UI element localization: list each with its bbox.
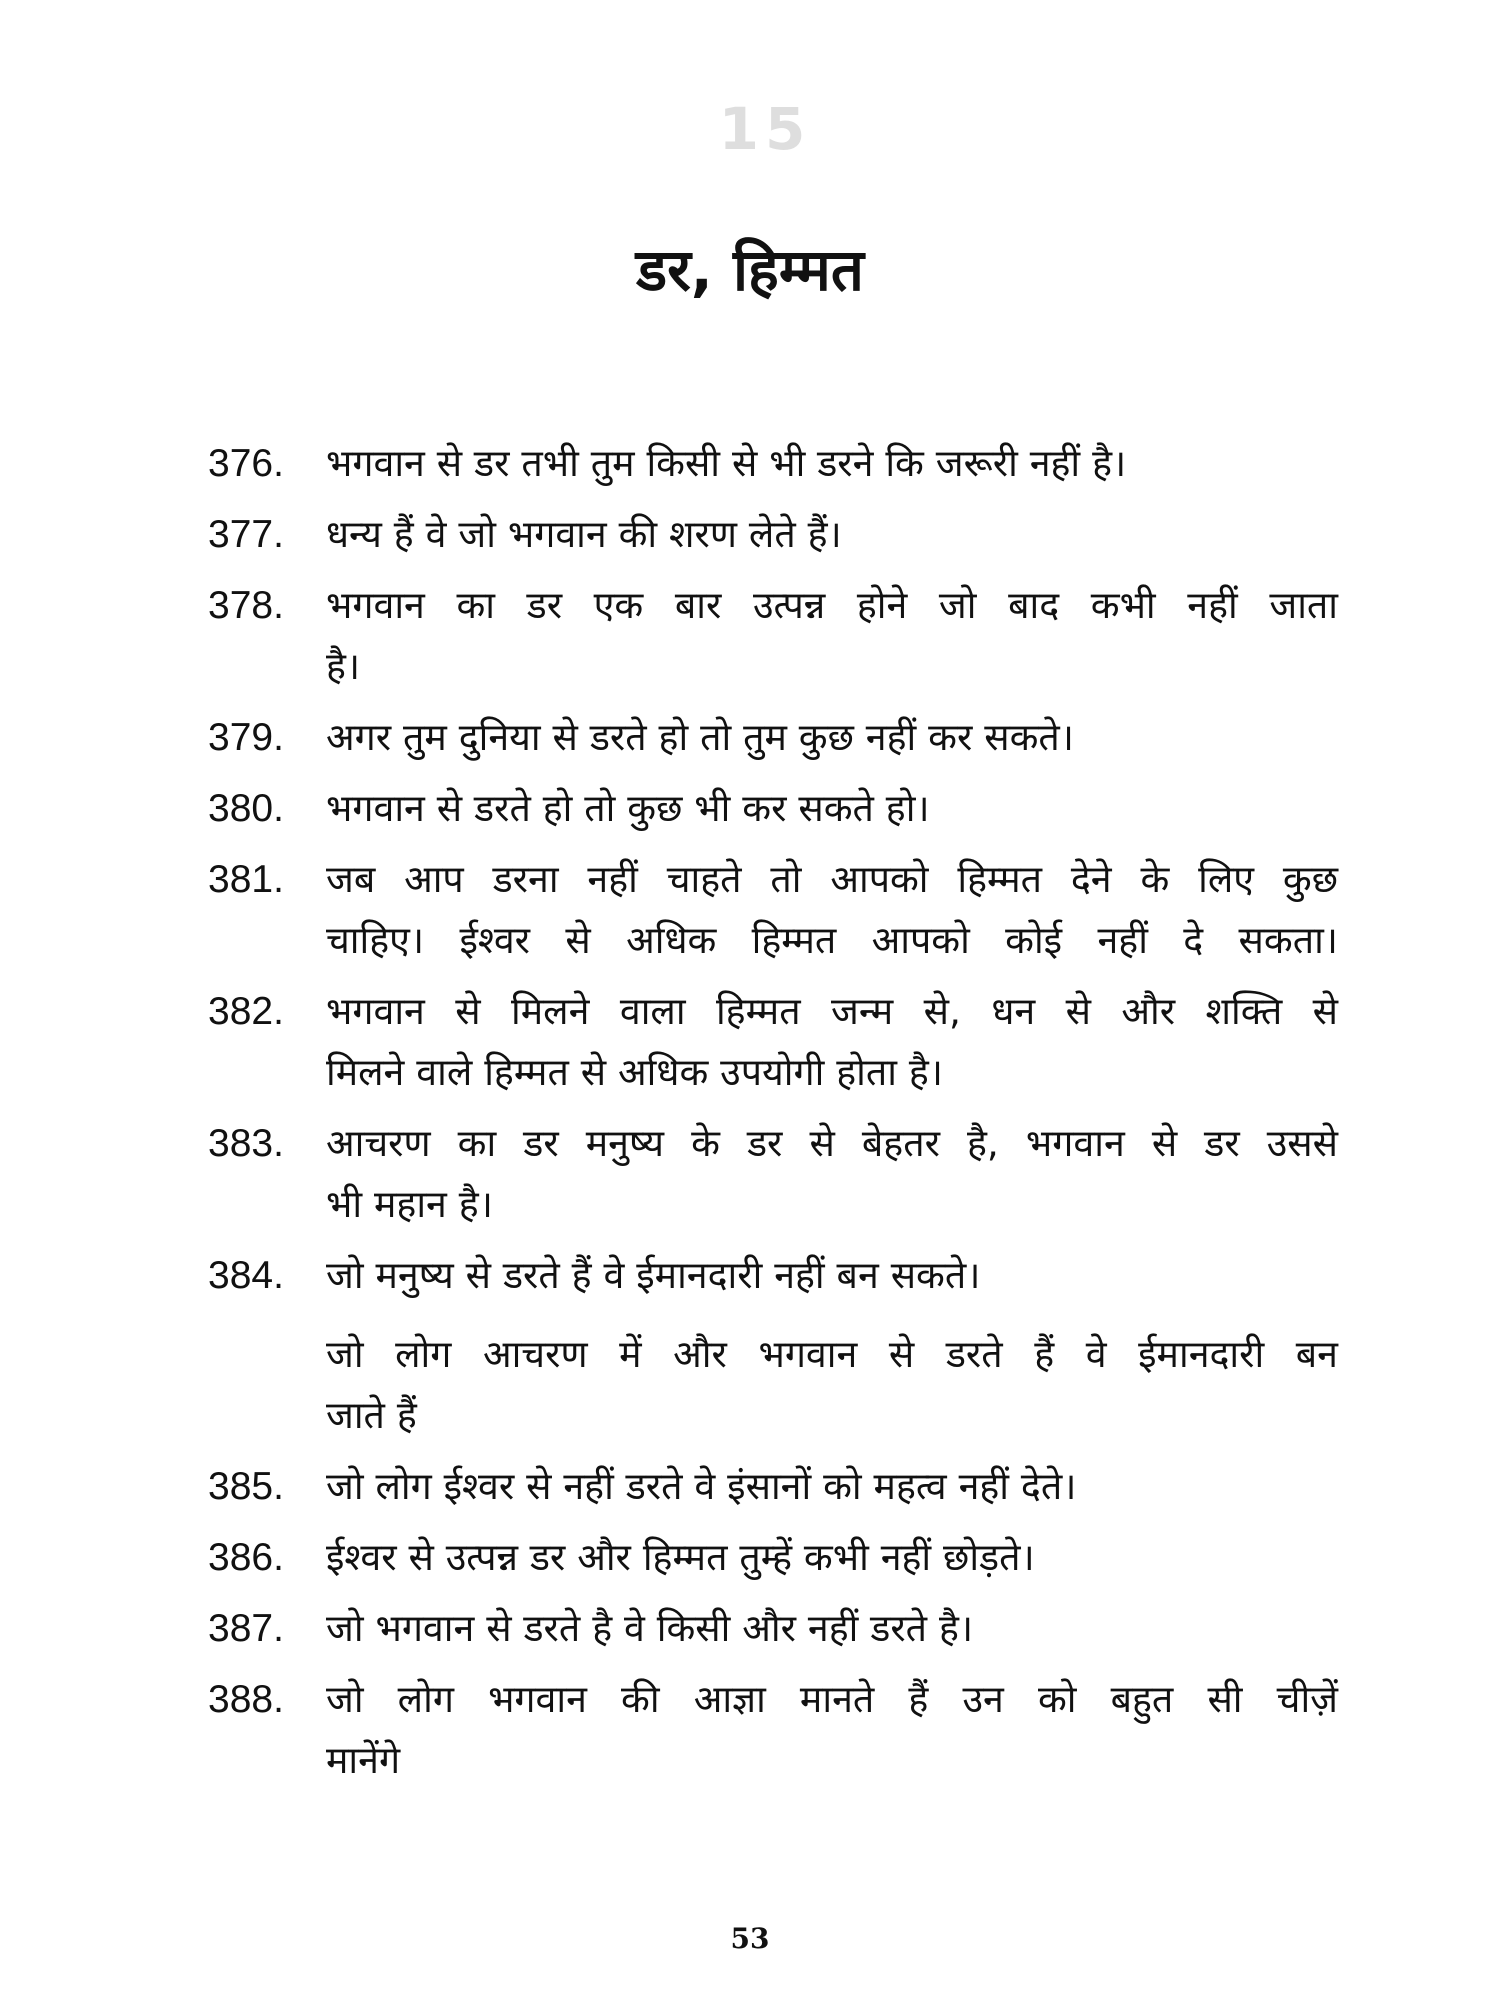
item-text-line: जब आप डरना नहीं चाहते तो आपको हिम्मत देने के लिए कुछ bbox=[326, 857, 1338, 901]
item-text-line: है। bbox=[326, 644, 361, 688]
list-item bbox=[208, 1598, 1338, 1659]
chapter-title: डर, हिम्मत bbox=[636, 236, 864, 304]
item-text-line: भगवान से मिलने वाला हिम्मत जन्म से, धन से और शक्ति से bbox=[326, 989, 1338, 1033]
list-item bbox=[208, 1456, 1338, 1517]
list-item bbox=[208, 1113, 1338, 1235]
item-text-line: जो लोग भगवान की आज्ञा मानते हैं उन को बहुत सी चीज़ें bbox=[326, 1677, 1338, 1721]
list-item bbox=[208, 1669, 1338, 1791]
item-number: 378. bbox=[208, 584, 284, 627]
list-item bbox=[208, 433, 1338, 494]
item-text-line: आचरण का डर मनुष्य के डर से बेहतर है, भगवान से डर उससे bbox=[326, 1121, 1338, 1165]
item-number: 382. bbox=[208, 990, 284, 1033]
item-number: 383. bbox=[208, 1122, 284, 1165]
list-item bbox=[208, 981, 1338, 1103]
item-number: 379. bbox=[208, 716, 284, 759]
item-number: 385. bbox=[208, 1465, 284, 1508]
item-text-line: जाते हैं bbox=[326, 1393, 417, 1437]
item-text-line: मिलने वाले हिम्मत से अधिक उपयोगी होता है। bbox=[326, 1050, 943, 1094]
item-text-line: भी महान है। bbox=[326, 1182, 493, 1226]
list-item bbox=[208, 778, 1338, 839]
item-number: 387. bbox=[208, 1607, 284, 1650]
item-text-line: चाहिए। ईश्वर से अधिक हिम्मत आपको कोई नहीं दे सकता। bbox=[326, 918, 1338, 962]
item-text-line: जो भगवान से डरते है वे किसी और नहीं डरते है। bbox=[326, 1606, 974, 1650]
item-number: 386. bbox=[208, 1536, 284, 1579]
list-item bbox=[208, 504, 1338, 565]
page-number: 53 bbox=[730, 1922, 770, 1955]
item-number: 377. bbox=[208, 513, 284, 556]
faint-page-mark: 15 bbox=[718, 95, 812, 163]
item-text-line: धन्य हैं वे जो भगवान की शरण लेते हैं। bbox=[326, 512, 842, 556]
item-continuation bbox=[326, 1324, 1338, 1446]
list-item bbox=[208, 1527, 1338, 1588]
item-number: 384. bbox=[208, 1254, 284, 1297]
item-text-line: जो मनुष्य से डरते हैं वे ईमानदारी नहीं बन सकते। bbox=[326, 1253, 981, 1297]
list-item bbox=[208, 707, 1338, 768]
item-number: 381. bbox=[208, 858, 284, 901]
numbered-sayings-list bbox=[208, 433, 1338, 1791]
item-text-line: मानेंगे bbox=[326, 1738, 401, 1782]
item-text-line: जो लोग ईश्वर से नहीं डरते वे इंसानों को महत्व नहीं देते। bbox=[326, 1464, 1077, 1508]
list-item bbox=[208, 849, 1338, 971]
item-text-line: भगवान से डरते हो तो कुछ भी कर सकते हो। bbox=[326, 786, 930, 830]
item-text-line: ईश्वर से उत्पन्न डर और हिम्मत तुम्हें कभी नहीं छोड़ते। bbox=[326, 1535, 1035, 1579]
item-text-line: भगवान से डर तभी तुम किसी से भी डरने कि जरूरी नहीं है। bbox=[326, 441, 1127, 485]
item-number: 380. bbox=[208, 787, 284, 830]
item-text-line: भगवान का डर एक बार उत्पन्न होने जो बाद कभी नहीं जाता bbox=[326, 583, 1338, 627]
item-number: 388. bbox=[208, 1678, 284, 1721]
list-item bbox=[208, 575, 1338, 697]
list-item bbox=[208, 1245, 1338, 1446]
item-text-line: अगर तुम दुनिया से डरते हो तो तुम कुछ नहीं कर सकते। bbox=[326, 715, 1074, 759]
item-text-line: जो लोग आचरण में और भगवान से डरते हैं वे ईमानदारी बन bbox=[326, 1332, 1338, 1376]
item-number: 376. bbox=[208, 442, 284, 485]
